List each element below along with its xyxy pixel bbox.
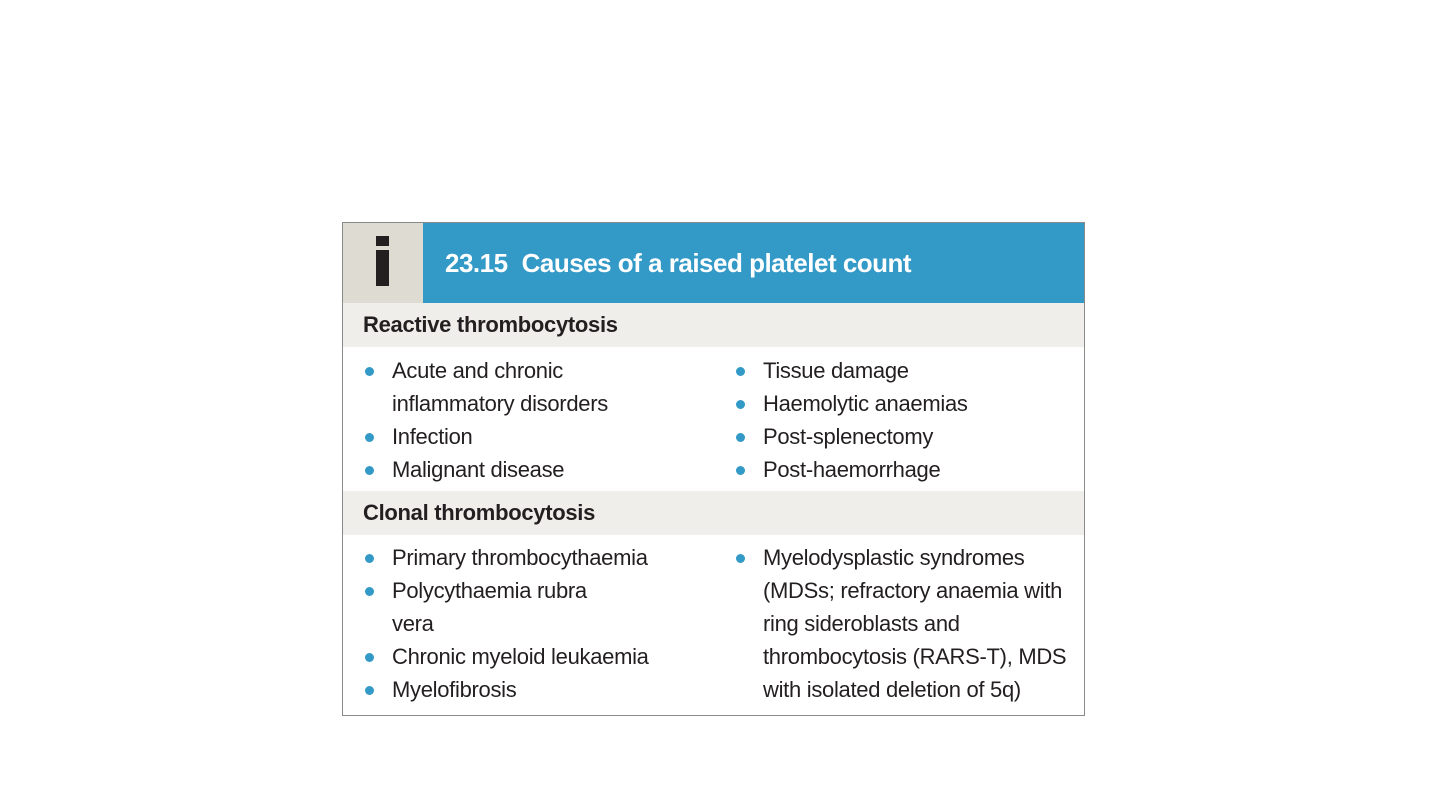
info-box [342, 222, 1085, 716]
bullet-icon [365, 466, 374, 475]
bullet-icon [736, 367, 745, 376]
bullet-icon [736, 554, 745, 563]
list-item: Malignant disease [363, 453, 663, 486]
bullet-icon [365, 686, 374, 695]
bullet-icon [365, 433, 374, 442]
bullet-icon [365, 587, 374, 596]
list-item: Chronic myeloid leukaemia [363, 640, 663, 673]
list-item: Acute and chronic inflammatory disorders [363, 354, 663, 420]
list-item: Tissue damage [734, 354, 1074, 387]
bullet-icon [365, 653, 374, 662]
box-number: 23.15 [445, 247, 508, 278]
list-item: Myelofibrosis [363, 673, 663, 706]
list-item: Polycythaemia rubra vera [363, 574, 592, 640]
reactive-right-list [734, 354, 1074, 486]
list-item: Post-splenectomy [734, 420, 1074, 453]
bullet-icon [365, 367, 374, 376]
bullet-icon [736, 433, 745, 442]
clonal-left-list [363, 541, 663, 706]
bullet-icon [365, 554, 374, 563]
bullet-icon [736, 400, 745, 409]
list-item: Haemolytic anaemias [734, 387, 1074, 420]
clonal-right-list [734, 541, 1074, 706]
section-heading-reactive: Reactive thrombocytosis [343, 303, 1084, 347]
list-item: Myelodysplastic syndromes (MDSs; refractory anaemia with ring sideroblasts and thrombocytosis (RARS-T), MDS with isolated deletion of 5q) [734, 541, 1074, 706]
info-icon [343, 223, 423, 303]
box-title-bar [423, 223, 1084, 303]
list-item: Post-haemorrhage [734, 453, 1074, 486]
reactive-left-list [363, 354, 663, 486]
list-item: Primary thrombocythaemia [363, 541, 663, 574]
section-heading-clonal: Clonal thrombocytosis [343, 491, 1084, 535]
box-header [343, 223, 1084, 303]
box-title: Causes of a raised platelet count [521, 247, 912, 278]
bullet-icon [736, 466, 745, 475]
list-item: Infection [363, 420, 663, 453]
